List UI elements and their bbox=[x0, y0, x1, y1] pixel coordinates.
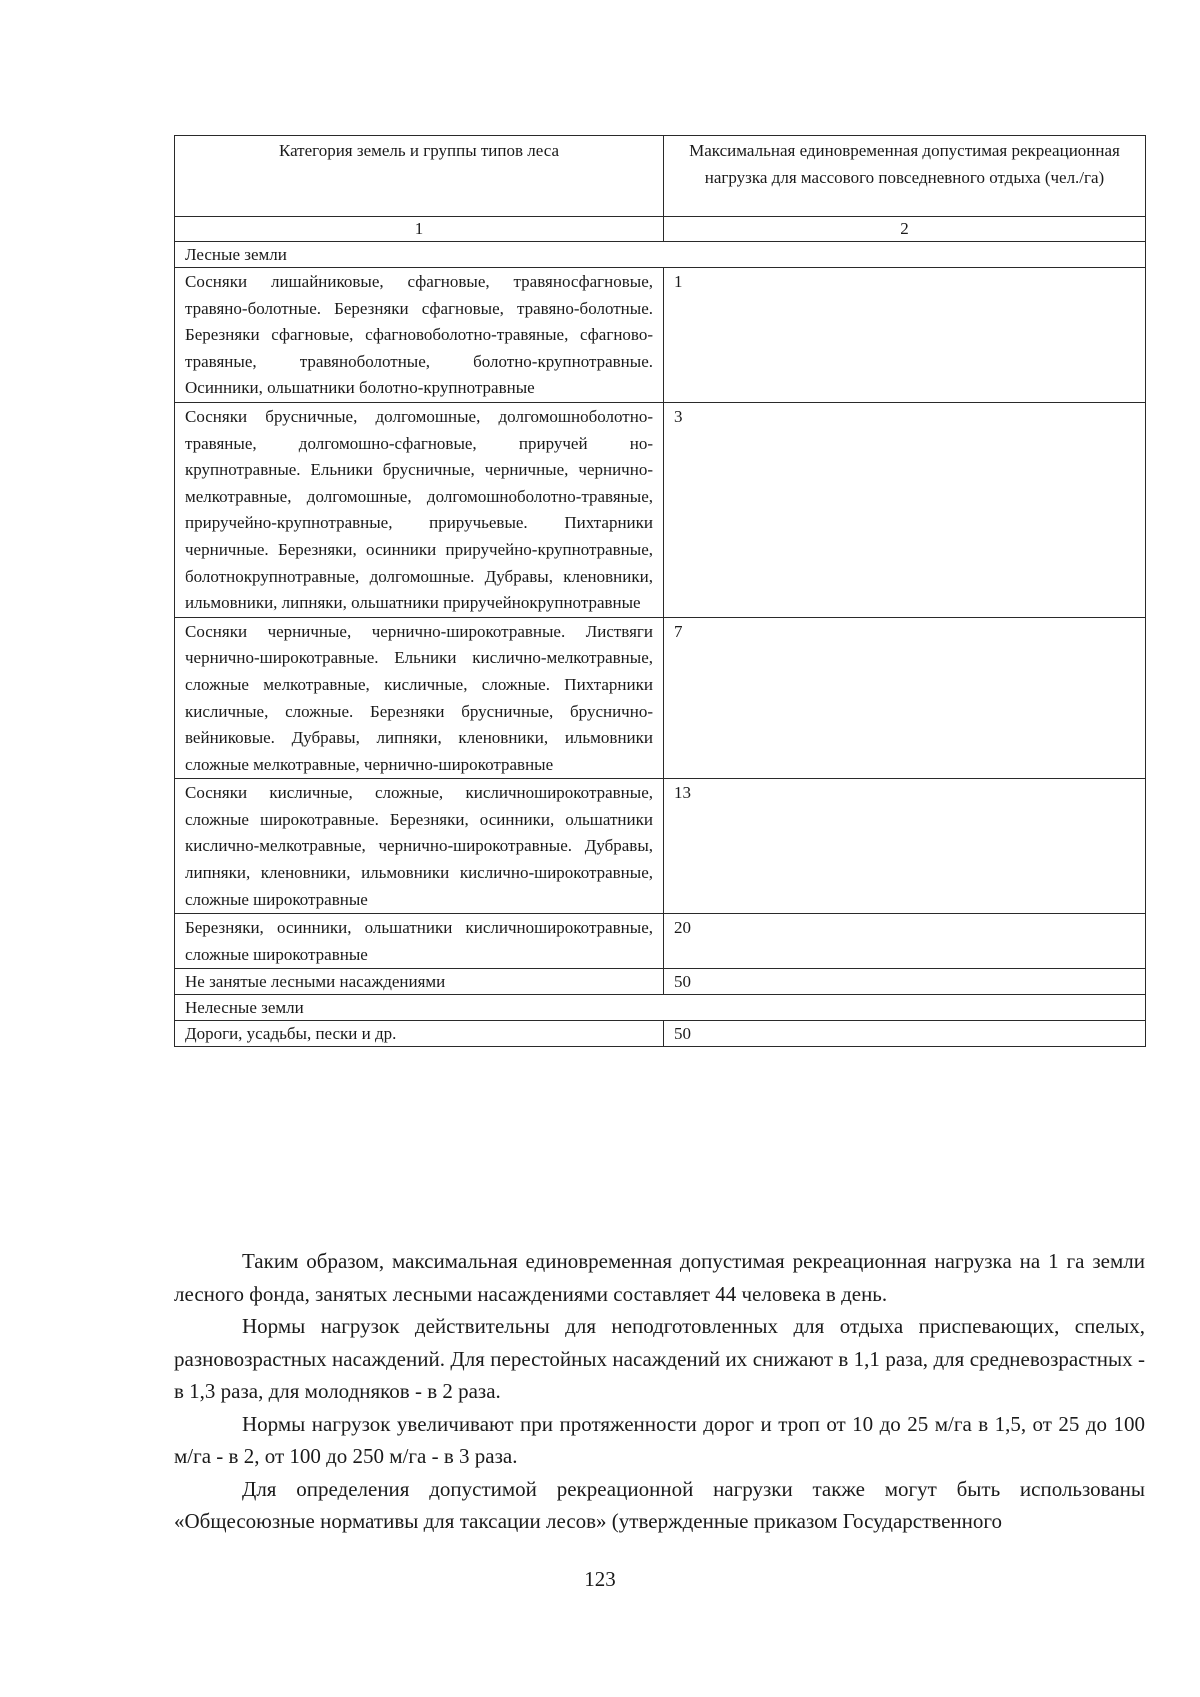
row-value: 50 bbox=[664, 969, 1146, 995]
row-value: 1 bbox=[664, 268, 1146, 403]
paragraph: Для определения допустимой рекреационной нагрузки также могут быть использованы «Общесоюзные нормативы для таксации лесов» (утвержденные приказом Государственного bbox=[174, 1476, 1145, 1533]
row-value: 20 bbox=[664, 914, 1146, 969]
section-row bbox=[175, 995, 1146, 1021]
row-category: Березняки, осинники, ольшатники кисличноширокотравные, сложные широкотравные bbox=[175, 914, 664, 969]
header-category: Категория земель и группы типов леса bbox=[175, 136, 664, 217]
column-number-2: 2 bbox=[664, 217, 1146, 242]
table-row bbox=[175, 617, 1146, 779]
header-max-load: Максимальная единовременная допустимая рекреационная нагрузка для массового повседневного отдыха (чел./га) bbox=[664, 136, 1146, 217]
table-row bbox=[175, 914, 1146, 969]
paragraph: Нормы нагрузок увеличивают при протяженности дорог и троп от 10 до 25 м/га в 1,5, от 25 до 100 м/га - в 2, от 100 до 250 м/га - в 3 раза. bbox=[174, 1411, 1145, 1468]
paragraph: Нормы нагрузок действительны для неподготовленных для отдыха приспевающих, спелых, разновозрастных насаждений. Для перестойных насаждений их снижают в 1,1 раза, для средневозрастных - в 1,3 раза, для молодняков - в 2 раза. bbox=[174, 1314, 1145, 1403]
table-row bbox=[175, 268, 1146, 403]
row-value: 50 bbox=[664, 1021, 1146, 1047]
table-row bbox=[175, 969, 1146, 995]
row-category: Дороги, усадьбы, пески и др. bbox=[175, 1021, 664, 1047]
table-row bbox=[175, 779, 1146, 914]
table-row bbox=[175, 1021, 1146, 1047]
page-number: 123 bbox=[584, 1567, 616, 1591]
row-category: Сосняки кисличные, сложные, кисличноширокотравные, сложные широкотравные. Березняки, осинники, ольшатники кислично-мелкотравные, чернично-широкотравные. Дубравы, липняки, кленовники, ильмовники кислично-широкотравные, сложные широкотравные bbox=[175, 779, 664, 914]
section-nonforest-lands: Нелесные земли bbox=[175, 995, 1146, 1021]
column-number-1: 1 bbox=[175, 217, 664, 242]
table-row bbox=[175, 402, 1146, 617]
row-value: 3 bbox=[664, 402, 1146, 617]
body-text bbox=[174, 1245, 1145, 1538]
column-number-row bbox=[175, 217, 1146, 242]
section-forest-lands: Лесные земли bbox=[175, 242, 1146, 268]
row-category: Сосняки черничные, чернично-широкотравные. Листвяги чернично-широкотравные. Ельники кислично-мелкотравные, сложные мелкотравные, кисличные, сложные. Пихтарники кисличные, сложные. Березняки брусничные, бруснично-вейниковые. Дубравы, липняки, кленовники, ильмовники сложные мелкотравные, чернично-широкотравные bbox=[175, 617, 664, 779]
row-value: 7 bbox=[664, 617, 1146, 779]
table-header-row bbox=[175, 136, 1146, 217]
section-row bbox=[175, 242, 1146, 268]
row-value: 13 bbox=[664, 779, 1146, 914]
recreation-load-table bbox=[174, 135, 1146, 1047]
paragraph: Таким образом, максимальная единовременная допустимая рекреационная нагрузка на 1 га земли лесного фонда, занятых лесными насаждениями составляет 44 человека в день. bbox=[174, 1249, 1145, 1306]
row-category: Сосняки лишайниковые, сфагновые, травяносфагновые, травяно-болотные. Березняки сфагновые, травяно-болотные. Березняки сфагновые, сфагновоболотно-травяные, сфагново-травяные, травяноболотные, болотно-крупнотравные. Осинники, ольшатники болотно-крупнотравные bbox=[175, 268, 664, 403]
row-category: Не занятые лесными насаждениями bbox=[175, 969, 664, 995]
row-category: Сосняки брусничные, долгомошные, долгомошноболотно-травяные, долгомошно-сфагновые, приручей но-крупнотравные. Ельники брусничные, черничные, чернично-мелкотравные, долгомошные, долгомошноболотно-травяные, приручейно-крупнотравные, приручьевые. Пихтарники черничные. Березняки, осинники приручейно-крупнотравные, болотнокрупнотравные, долгомошные. Дубравы, кленовники, ильмовники, липняки, ольшатники приручейнокрупнотравные bbox=[175, 402, 664, 617]
